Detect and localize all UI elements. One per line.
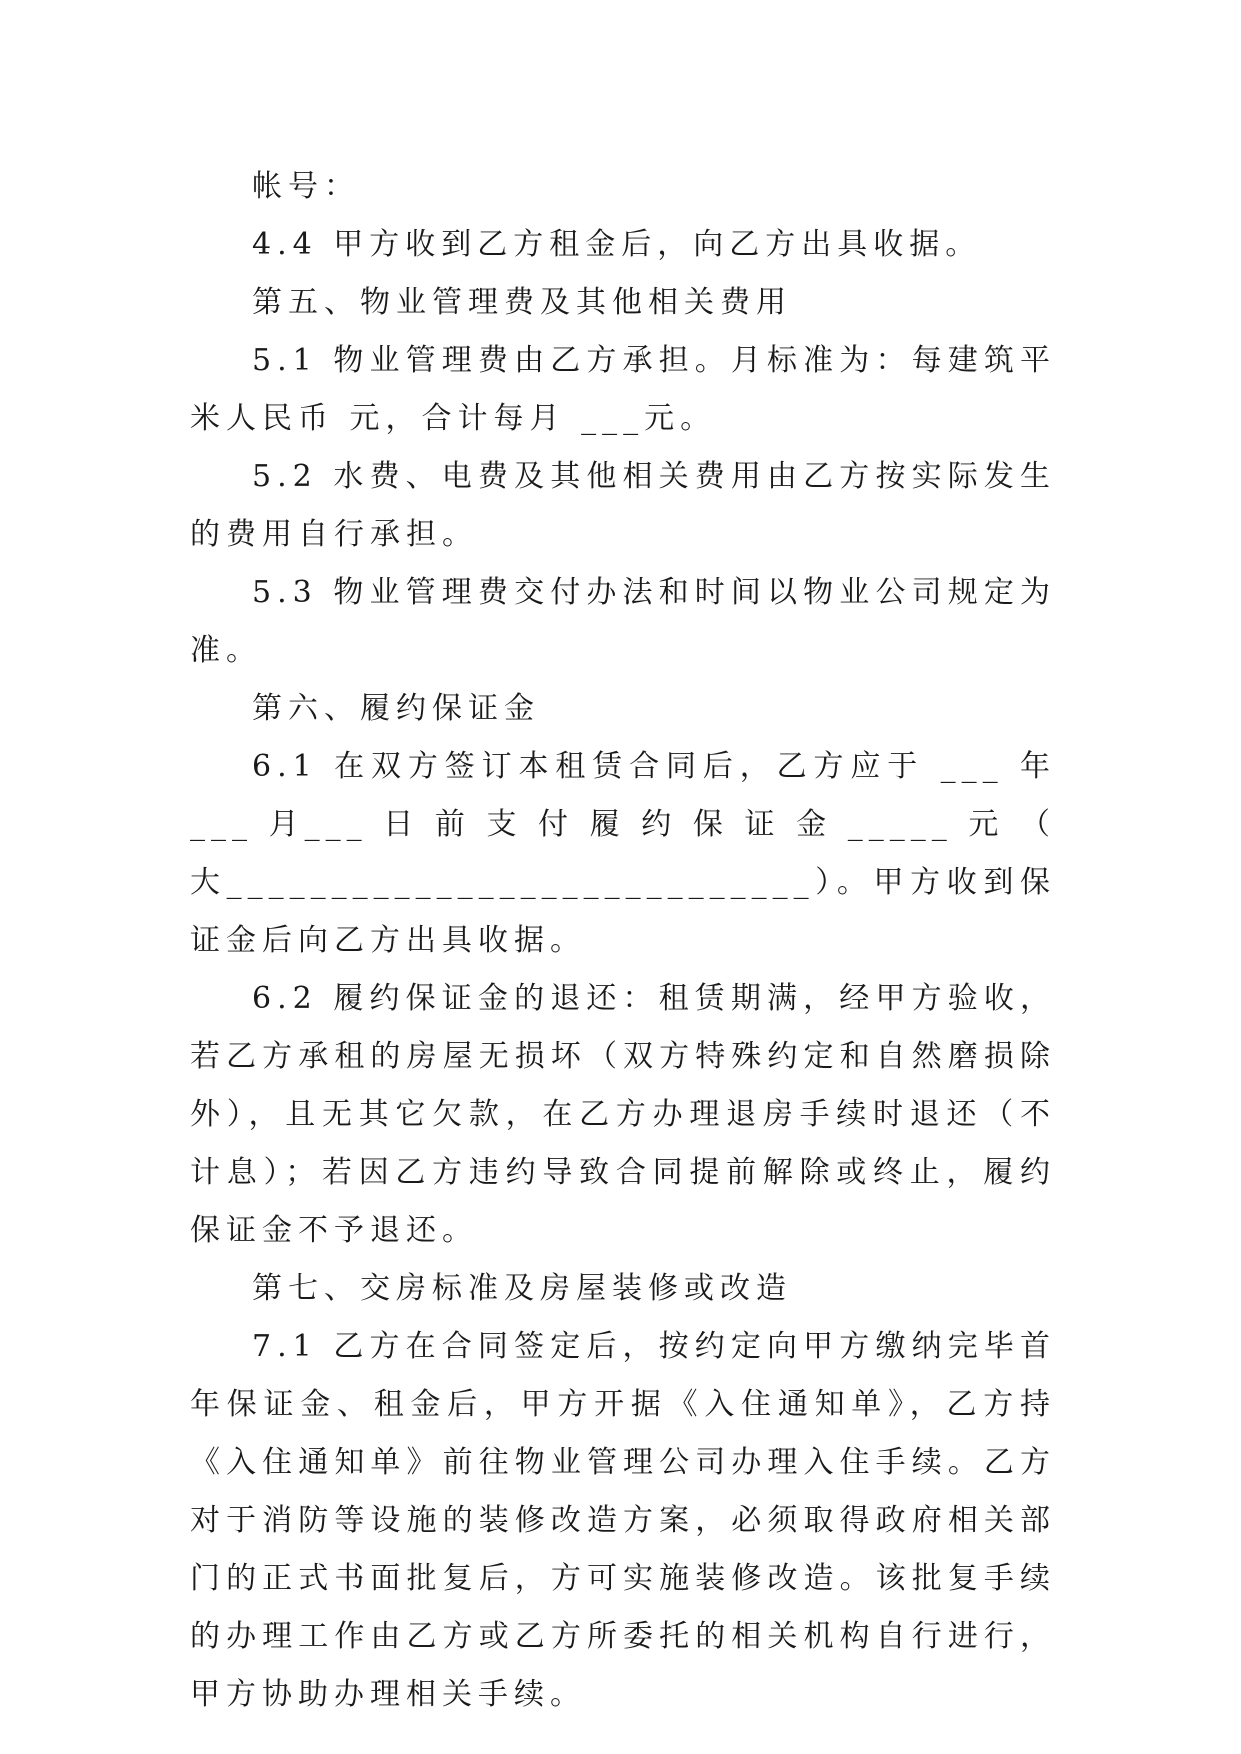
paragraph-5-2: 5.2 水费、电费及其他相关费用由乙方按实际发生的费用自行承担。 (190, 459, 1056, 552)
section-heading-7: 第七、交房标准及房屋装修或改造 (252, 1271, 792, 1306)
paragraph-5-1: 5.1 物业管理费由乙方承担。月标准为：每建筑平米人民币 元，合计每月 ___元。 (190, 343, 1056, 436)
document-body (190, 158, 1072, 1724)
paragraph-4-4: 4.4 甲方收到乙方租金后，向乙方出具收据。 (252, 227, 982, 262)
paragraph-7-1: 7.1 乙方在合同签定后，按约定向甲方缴纳完毕首年保证金、租金后，甲方开据《入住通知单》，乙方持《入住通知单》前往物业管理公司办理入住手续。乙方对于消防等设施的装修改造方案，必须取得政府相关部门的正式书面批复后，方可实施装修改造。该批复手续的办理工作由乙方或乙方所委托的相关机构自行进行，甲方协助办理相关手续。 (190, 1329, 1056, 1712)
paragraph-account: 帐号： (252, 169, 360, 204)
section-heading-5: 第五、物业管理费及其他相关费用 (252, 285, 792, 320)
paragraph-5-3: 5.3 物业管理费交付办法和时间以物业公司规定为准。 (190, 575, 1056, 668)
section-heading-6: 第六、履约保证金 (252, 691, 540, 726)
paragraph-6-1: 6.1 在双方签订本租赁合同后，乙方应于 ___ 年___ 月___ 日 前 支 付 履 约 保 证 金 _____ 元 （ 大____________________________）。甲方收到保证金后向乙方出具收据。 (190, 749, 1072, 958)
paragraph-6-2: 6.2 履约保证金的退还：租赁期满，经甲方验收，若乙方承租的房屋无损坏（双方特殊约定和自然磨损除外），且无其它欠款，在乙方办理退房手续时退还（不计息）；若因乙方违约导致合同提前解除或终止，履约保证金不予退还。 (190, 981, 1056, 1248)
